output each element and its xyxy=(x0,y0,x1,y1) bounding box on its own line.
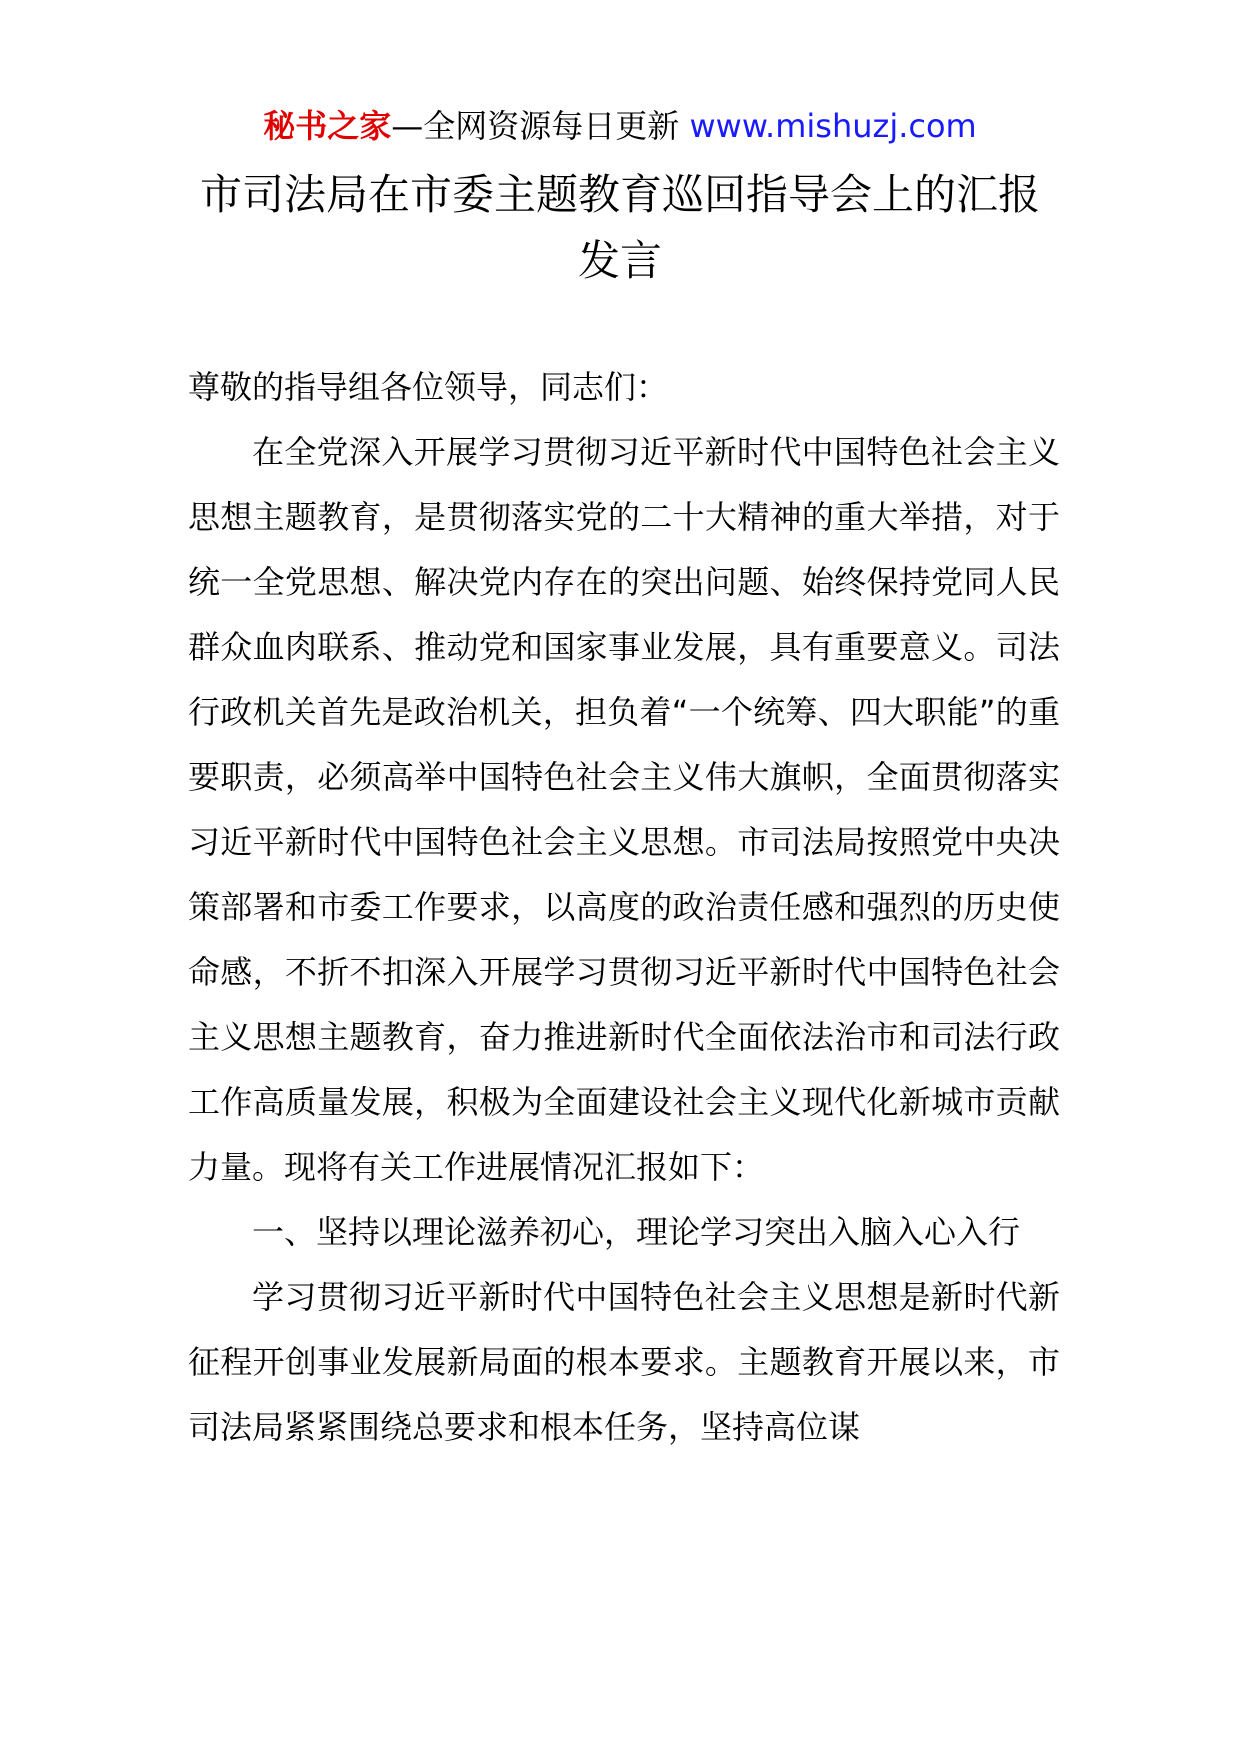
document-body xyxy=(188,355,1060,1460)
site-url-link[interactable]: www.mishuzj.com xyxy=(689,107,977,145)
paragraph-section-1: 学习贯彻习近平新时代中国特色社会主义思想是新时代新征程开创事业发展新局面的根本要求。主题教育开展以来，市司法局紧紧围绕总要求和根本任务，坚持高位谋 xyxy=(188,1278,1060,1446)
title-line-1: 市司法局在市委主题教育巡回指导会上的汇报 xyxy=(199,170,1040,219)
brand-name: 秘书之家 xyxy=(263,107,392,145)
salutation: 尊敬的指导组各位领导，同志们： xyxy=(188,368,669,406)
section-heading-1: 一、坚持以理论滋养初心，理论学习突出入脑入心入行 xyxy=(252,1213,1021,1251)
document-title xyxy=(150,162,1090,294)
header-tagline: —全网资源每日更新 xyxy=(391,107,680,145)
title-line-2: 发言 xyxy=(577,236,662,285)
paragraph-intro: 在全党深入开展学习贯彻习近平新时代中国特色社会主义思想主题教育，是贯彻落实党的二十大精神的重大举措，对于统一全党思想、解决党内存在的突出问题、始终保持党同人民群众血肉联系、推动党和国家事业发展，具有重要意义。司法行政机关首先是政治机关，担负着“一个统筹、四大职能”的重要职责，必须高举中国特色社会主义伟大旗帜，全面贯彻落实习近平新时代中国特色社会主义思想。市司法局按照党中央决策部署和市委工作要求，以高度的政治责任感和强烈的历史使命感，不折不扣深入开展学习贯彻习近平新时代中国特色社会主义思想主题教育，奋力推进新时代全面依法治市和司法行政工作高质量发展，积极为全面建设社会主义现代化新城市贡献力量。现将有关工作进展情况汇报如下： xyxy=(188,433,1060,1186)
site-header xyxy=(0,104,1240,148)
